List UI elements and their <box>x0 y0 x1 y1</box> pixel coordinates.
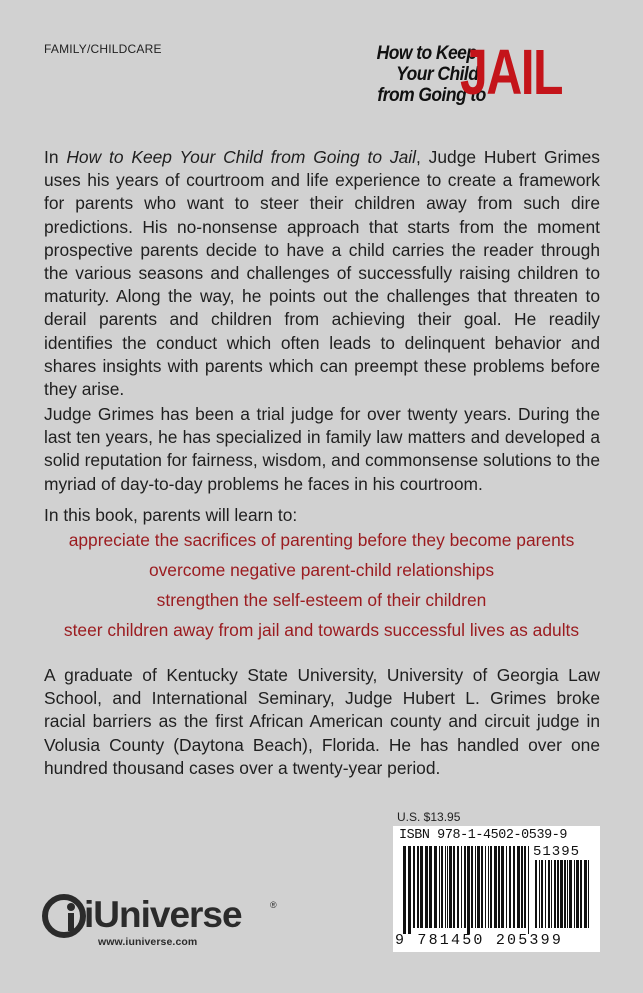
judge-paragraph: Judge Grimes has been a trial judge for over twenty years. During the last ten years, he has specialized in family law matters and developed a solid reputation for fairness, wisdom, and commonsense solutions to the myriad of day-to-day problems he faces in his courtroom. <box>44 404 600 494</box>
list-intro: In this book, parents will learn to: <box>44 505 298 525</box>
book-title <box>334 38 604 138</box>
learning-point: overcome negative parent-child relationships <box>148 560 495 580</box>
category-label: FAMILY/CHILDCARE <box>44 42 162 56</box>
learning-point: strengthen the self-esteem of their children <box>156 590 487 610</box>
barcode <box>393 826 600 952</box>
title-line-3: from Going to <box>377 85 486 106</box>
learning-point: steer children away from jail and towards successful lives as adults <box>63 620 580 640</box>
ean-digits: 9 781450 205399 <box>395 932 564 949</box>
author-bio: A graduate of Kentucky State University, University of Georgia Law School, and International Seminary, Judge Hubert L. Grimes broke racial barriers as the first African American county and circuit judge in Volusia County (Daytona Beach), Florida. He has handled over one hundred thousand cases over a twenty-year period. <box>44 665 600 778</box>
intro-rest: , Judge Hubert Grimes uses his years of courtroom and life experience to create a framework for parents who want to steer their children away from such dire predictions. His no-nonsense approach that starts from the moment prospective parents decide to have a child carries the reader through the various seasons and challenges of successfully raising children to maturity. Along the way, he points out the challenges that threaten to derail parents and children from achieving their goal. He readily identifies the conduct which often leads to delinquent behavior and shares insights with parents which can preempt these problems before they arise. <box>44 147 600 400</box>
registered-mark: ® <box>270 900 277 910</box>
price-label: U.S. $13.95 <box>397 810 461 824</box>
intro-book-title: How to Keep Your Child from Going to Jail <box>66 147 416 167</box>
title-line-1: How to Keep <box>376 43 476 64</box>
publisher-url: www.iuniverse.com <box>98 936 198 948</box>
intro-prefix: In <box>44 147 67 167</box>
intro-paragraph <box>44 146 600 401</box>
title-jail: JAIL <box>460 36 562 108</box>
iuniverse-swirl-icon <box>42 894 90 942</box>
price-code: 51395 <box>533 844 581 860</box>
isbn-text: ISBN 978-1-4502-0539-9 <box>399 828 567 843</box>
barcode-main-bars <box>403 846 531 934</box>
title-line-2: Your Child <box>395 64 478 85</box>
publisher-name: iUniverse <box>84 894 242 935</box>
publisher-logo <box>42 894 282 954</box>
learning-points <box>0 529 643 649</box>
barcode-addon-bars <box>535 860 593 934</box>
learning-point: appreciate the sacrifices of parenting before they become parents <box>68 530 575 550</box>
